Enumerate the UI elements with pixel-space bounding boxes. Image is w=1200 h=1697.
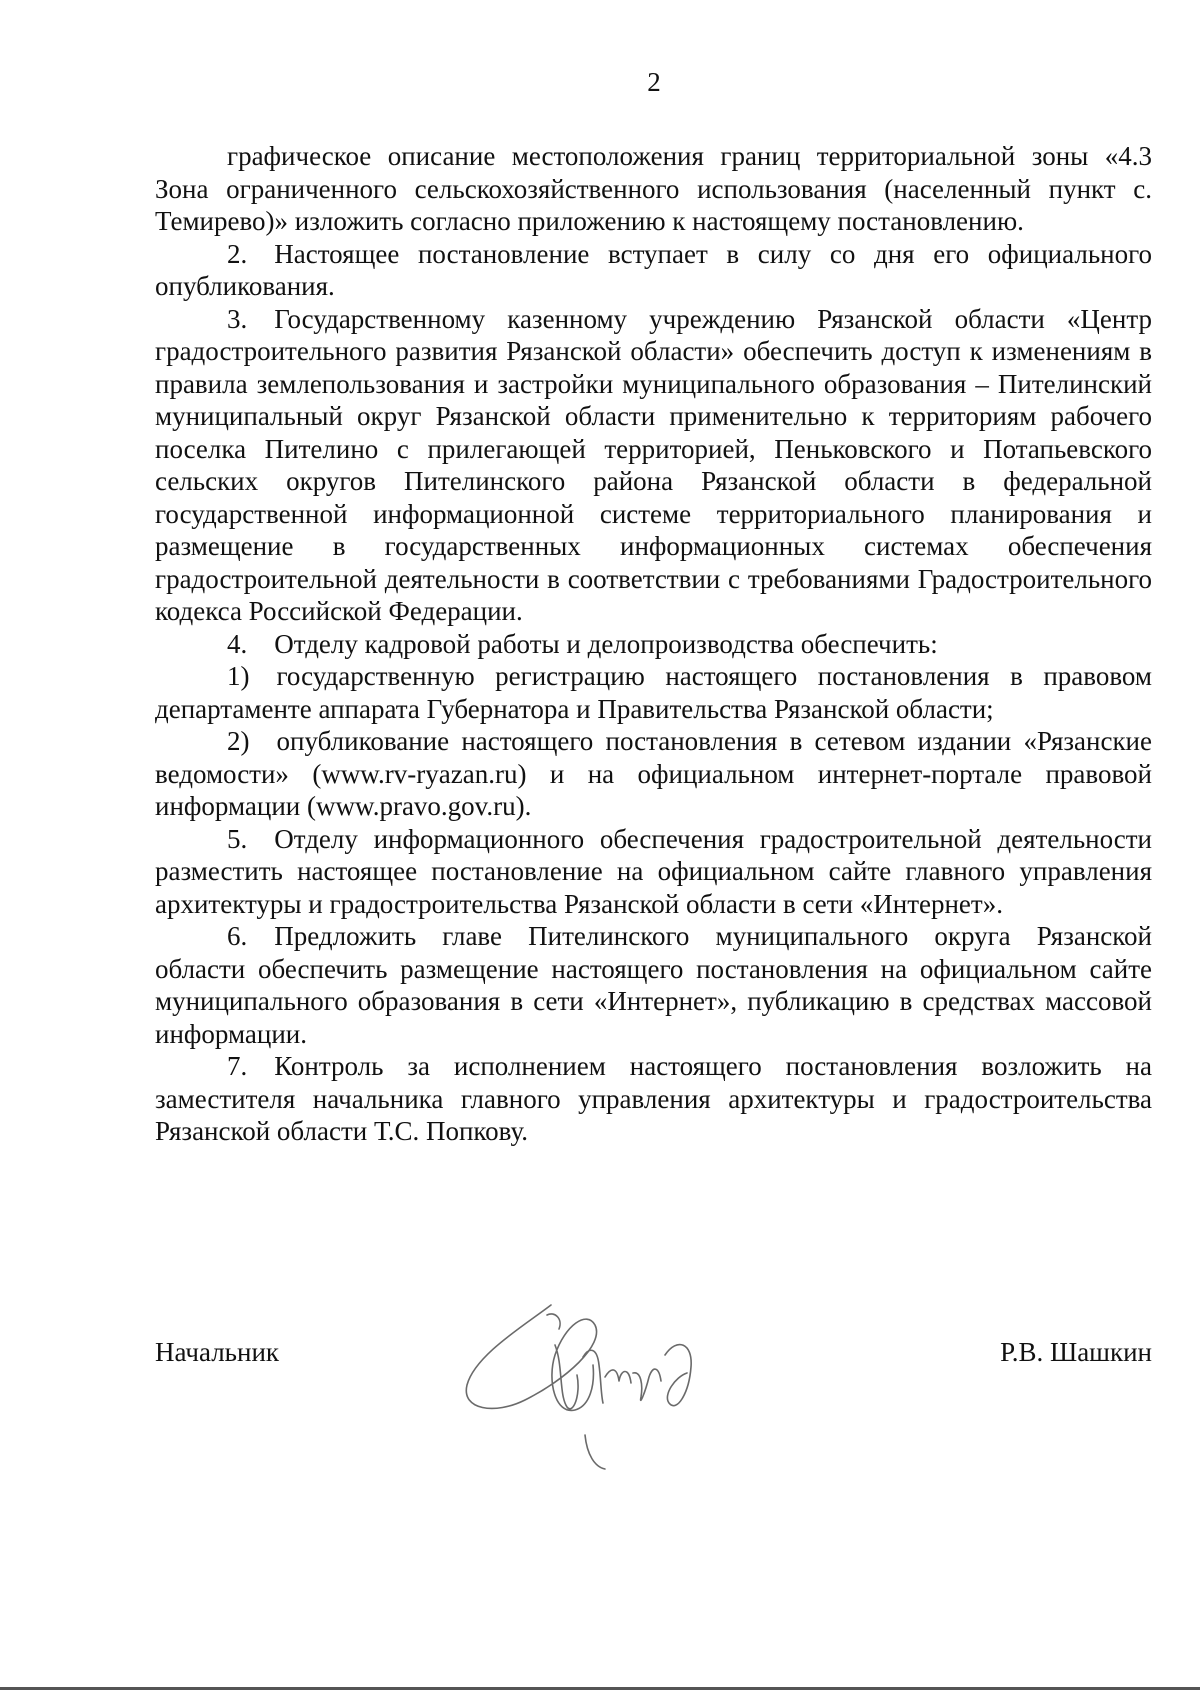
signatory-name: Р.В. Шашкин (1000, 1337, 1152, 1367)
document-body (155, 140, 1152, 1148)
bottom-rule (0, 1687, 1200, 1690)
page-number: 2 (647, 67, 661, 97)
paragraph-6: 6. Предложить главе Пителинского муниципального округа Рязанской области обеспечить размещение настоящего постановления на официальном сайте муниципального образования в сети «Интернет», публикацию в средствах массовой информации. (155, 921, 1152, 1049)
signatory-title: Начальник (155, 1337, 280, 1367)
paragraph-4: 4. Отделу кадровой работы и делопроизводства обеспечить: (227, 628, 938, 659)
paragraph-intro: графическое описание местоположения границ территориальной зоны «4.3 Зона ограниченного сельскохозяйственного использования (населенный пункт с. Темирево)» изложить согласно приложению к настоящему постановлению. (155, 141, 1152, 236)
paragraph-4-item-1: 1) государственную регистрацию настоящего постановления в правовом департаменте аппарата Губернатора и Правительства Рязанской области; (155, 661, 1152, 724)
paragraph-5: 5. Отделу информационного обеспечения градостроительной деятельности разместить настоящее постановление на официальном сайте главного управления архитектуры и градостроительства Рязанской области в сети «Интернет». (155, 823, 1152, 919)
paragraph-2: 2. Настоящее постановление вступает в силу со дня его официального опубликования. (155, 238, 1152, 301)
paragraph-3: 3. Государственному казенному учреждению Рязанской области «Центр градостроительного развития Рязанской области» обеспечить доступ к изменениям в правила землепользования и застройки муниципального образования – Пителинский муниципальный округ Рязанской области применительно к территориям рабочего поселка Пителино с прилегающей территорией, Пеньковского и Потапьевского сельских округов Пителинского района Рязанской области в федеральной государственной информационной системе территориального планирования и размещение в государственных информационных системах обеспечения градостроительной деятельности в соответствии с требованиями Градостроительного кодекса Российской Федерации. (155, 303, 1152, 626)
paragraph-7: 7. Контроль за исполнением настоящего постановления возложить на заместителя начальника главного управления архитектуры и градостроительства Рязанской области Т.С. Попкову. (155, 1051, 1152, 1146)
handwritten-signature (455, 1285, 755, 1470)
paragraph-4-item-2: 2) опубликование настоящего постановления в сетевом издании «Рязанские ведомости» (www.rv-ryazan.ru) и на официальном интернет-портале правовой информации (www.pravo.gov.ru). (155, 726, 1152, 821)
